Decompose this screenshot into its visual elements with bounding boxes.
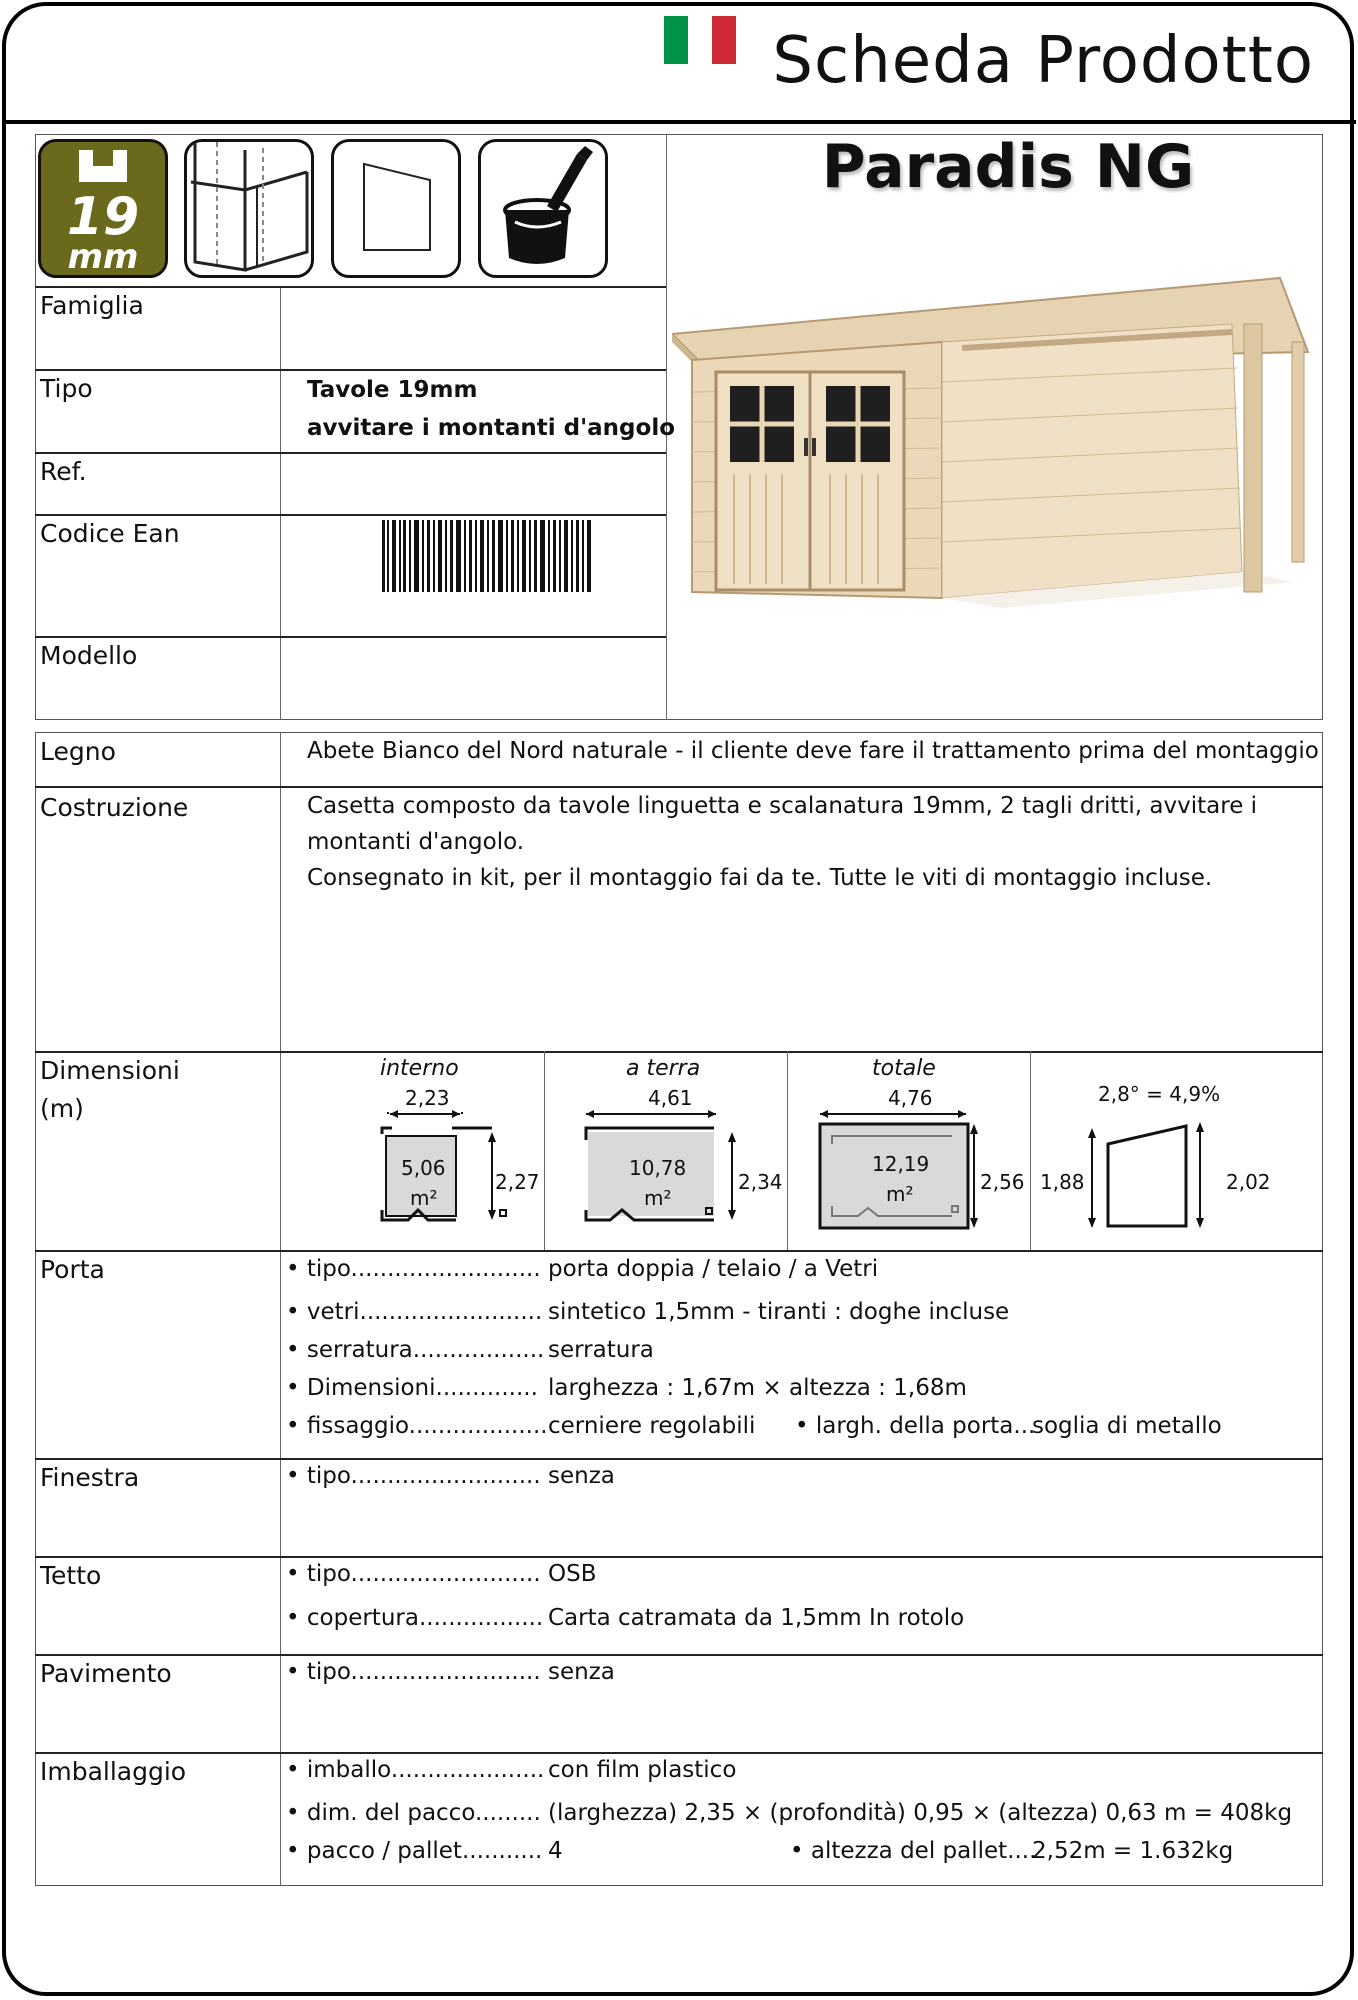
finestra-tipo-key: • tipo.......................... xyxy=(286,1463,541,1489)
porta-dimensioni-value: larghezza : 1,67m × altezza : 1,68m xyxy=(548,1375,967,1401)
legno-label: Legno xyxy=(40,737,116,766)
altezza-pallet-key: • altezza del pallet.... xyxy=(790,1838,1037,1864)
pacco-pallet-value: 4 xyxy=(548,1838,563,1864)
porta-tipo-value: porta doppia / telaio / a Vetri xyxy=(548,1256,879,1282)
porta-fissaggio-value: cerniere regolabili xyxy=(548,1413,756,1439)
dim-divider xyxy=(787,1051,788,1250)
porta-vetri-key: • vetri......................... xyxy=(286,1299,543,1325)
header-divider xyxy=(6,120,1356,124)
imballo-key: • imballo..................... xyxy=(286,1757,545,1783)
pavimento-tipo-value: senza xyxy=(548,1659,615,1685)
row-divider xyxy=(35,636,666,638)
product-image xyxy=(672,272,1312,612)
row-divider xyxy=(35,1051,1323,1053)
slope-title: 2,8° = 4,9% xyxy=(1098,1082,1221,1106)
tetto-label: Tetto xyxy=(40,1561,102,1590)
porta-fissaggio-key: • fissaggio................... xyxy=(286,1413,548,1439)
interno-height: 2,27 xyxy=(495,1170,540,1194)
costruzione-label: Costruzione xyxy=(40,793,189,822)
terra-title: a terra xyxy=(626,1056,701,1081)
flat-roof-shape-icon xyxy=(331,139,461,278)
pacco-pallet-key: • pacco / pallet........... xyxy=(286,1838,543,1864)
pavimento-label: Pavimento xyxy=(40,1659,172,1688)
finestra-label: Finestra xyxy=(40,1463,140,1492)
legno-value: Abete Bianco del Nord naturale - il cliente deve fare il trattamento prima del montaggio xyxy=(307,738,1319,764)
tipo-value-line1: Tavole 19mm xyxy=(307,377,478,403)
interno-area-unit: m² xyxy=(410,1186,438,1210)
page-title: Scheda Prodotto xyxy=(772,24,1314,98)
slope-high-height: 2,02 xyxy=(1226,1170,1271,1194)
dim-divider xyxy=(1030,1051,1031,1250)
specs-col-divider xyxy=(280,732,281,1886)
tipo-value-line2: avvitare i montanti d'angolo xyxy=(307,415,676,441)
italian-flag-icon xyxy=(664,16,736,64)
row-divider xyxy=(35,286,666,288)
totale-area: 12,19 xyxy=(872,1152,930,1176)
row-divider xyxy=(35,1250,1323,1252)
terra-area: 10,78 xyxy=(629,1156,687,1180)
row-divider xyxy=(35,1654,1323,1656)
badge-thickness: 19 xyxy=(66,187,140,247)
row-divider xyxy=(35,369,666,371)
tipo-label: Tipo xyxy=(40,374,93,403)
tetto-copertura-key: • copertura................. xyxy=(286,1605,544,1631)
altezza-pallet-value: 2,52m = 1.632kg xyxy=(1032,1838,1234,1864)
tetto-copertura-value: Carta catramata da 1,5mm In rotolo xyxy=(548,1605,965,1631)
dim-pacco-value: (larghezza) 2,35 × (profondità) 0,95 × (altezza) 0,63 m = 408kg xyxy=(548,1800,1293,1826)
finestra-tipo-value: senza xyxy=(548,1463,615,1489)
porta-larghezza-value: soglia di metallo xyxy=(1032,1413,1222,1439)
totale-area-unit: m² xyxy=(886,1182,914,1206)
porta-label: Porta xyxy=(40,1255,105,1284)
porta-vetri-value: sintetico 1,5mm - tiranti : doghe incluse xyxy=(548,1299,1010,1325)
row-divider xyxy=(35,1556,1323,1558)
ean-label: Codice Ean xyxy=(40,519,180,548)
costruzione-line1: Casetta composto da tavole linguetta e scalanatura 19mm, 2 tagli dritti, avvitare i xyxy=(307,793,1258,819)
porta-dimensioni-key: • Dimensioni.............. xyxy=(286,1375,538,1401)
totale-height: 2,56 xyxy=(980,1170,1025,1194)
costruzione-line2: montanti d'angolo. xyxy=(307,829,525,855)
imballaggio-label: Imballaggio xyxy=(40,1757,187,1786)
badge-unit: mm xyxy=(67,237,139,275)
dimensioni-label: Dimensioni xyxy=(40,1056,180,1085)
slope-profile xyxy=(1086,1120,1216,1232)
interno-width: 2,23 xyxy=(405,1086,450,1110)
row-divider xyxy=(35,452,666,454)
imballo-value: con film plastico xyxy=(548,1757,737,1783)
porta-serratura-value: serratura xyxy=(548,1337,654,1363)
porta-serratura-key: • serratura.................. xyxy=(286,1337,545,1363)
thickness-badge xyxy=(38,139,168,278)
totale-title: totale xyxy=(872,1056,936,1081)
famiglia-label: Famiglia xyxy=(40,291,144,320)
tetto-tipo-value: OSB xyxy=(548,1561,597,1587)
costruzione-line3: Consegnato in kit, per il montaggio fai da te. Tutte le viti di montaggio incluse. xyxy=(307,865,1213,891)
paint-bucket-icon xyxy=(478,139,608,278)
modello-label: Modello xyxy=(40,641,138,670)
ean-barcode xyxy=(382,520,592,592)
corner-joint-icon xyxy=(184,139,314,278)
porta-larghezza-key: • largh. della porta... xyxy=(795,1413,1036,1439)
interno-title: interno xyxy=(380,1056,459,1081)
row-divider xyxy=(35,514,666,516)
totale-width: 4,76 xyxy=(888,1086,933,1110)
tetto-tipo-key: • tipo.......................... xyxy=(286,1561,541,1587)
row-divider xyxy=(35,1458,1323,1460)
ref-label: Ref. xyxy=(40,457,87,486)
terra-height: 2,34 xyxy=(738,1170,783,1194)
dimensioni-unit-label: (m) xyxy=(40,1094,84,1123)
row-divider xyxy=(35,1752,1323,1754)
info-col-divider xyxy=(280,286,281,720)
porta-tipo-key: • tipo.......................... xyxy=(286,1256,541,1282)
terra-area-unit: m² xyxy=(644,1186,672,1210)
terra-width: 4,61 xyxy=(648,1086,693,1110)
slope-low-height: 1,88 xyxy=(1040,1170,1085,1194)
product-name: Paradis NG xyxy=(821,132,1195,202)
dim-pacco-key: • dim. del pacco......... xyxy=(286,1800,541,1826)
pavimento-tipo-key: • tipo.......................... xyxy=(286,1659,541,1685)
dim-divider xyxy=(544,1051,545,1250)
interno-area: 5,06 xyxy=(401,1156,446,1180)
